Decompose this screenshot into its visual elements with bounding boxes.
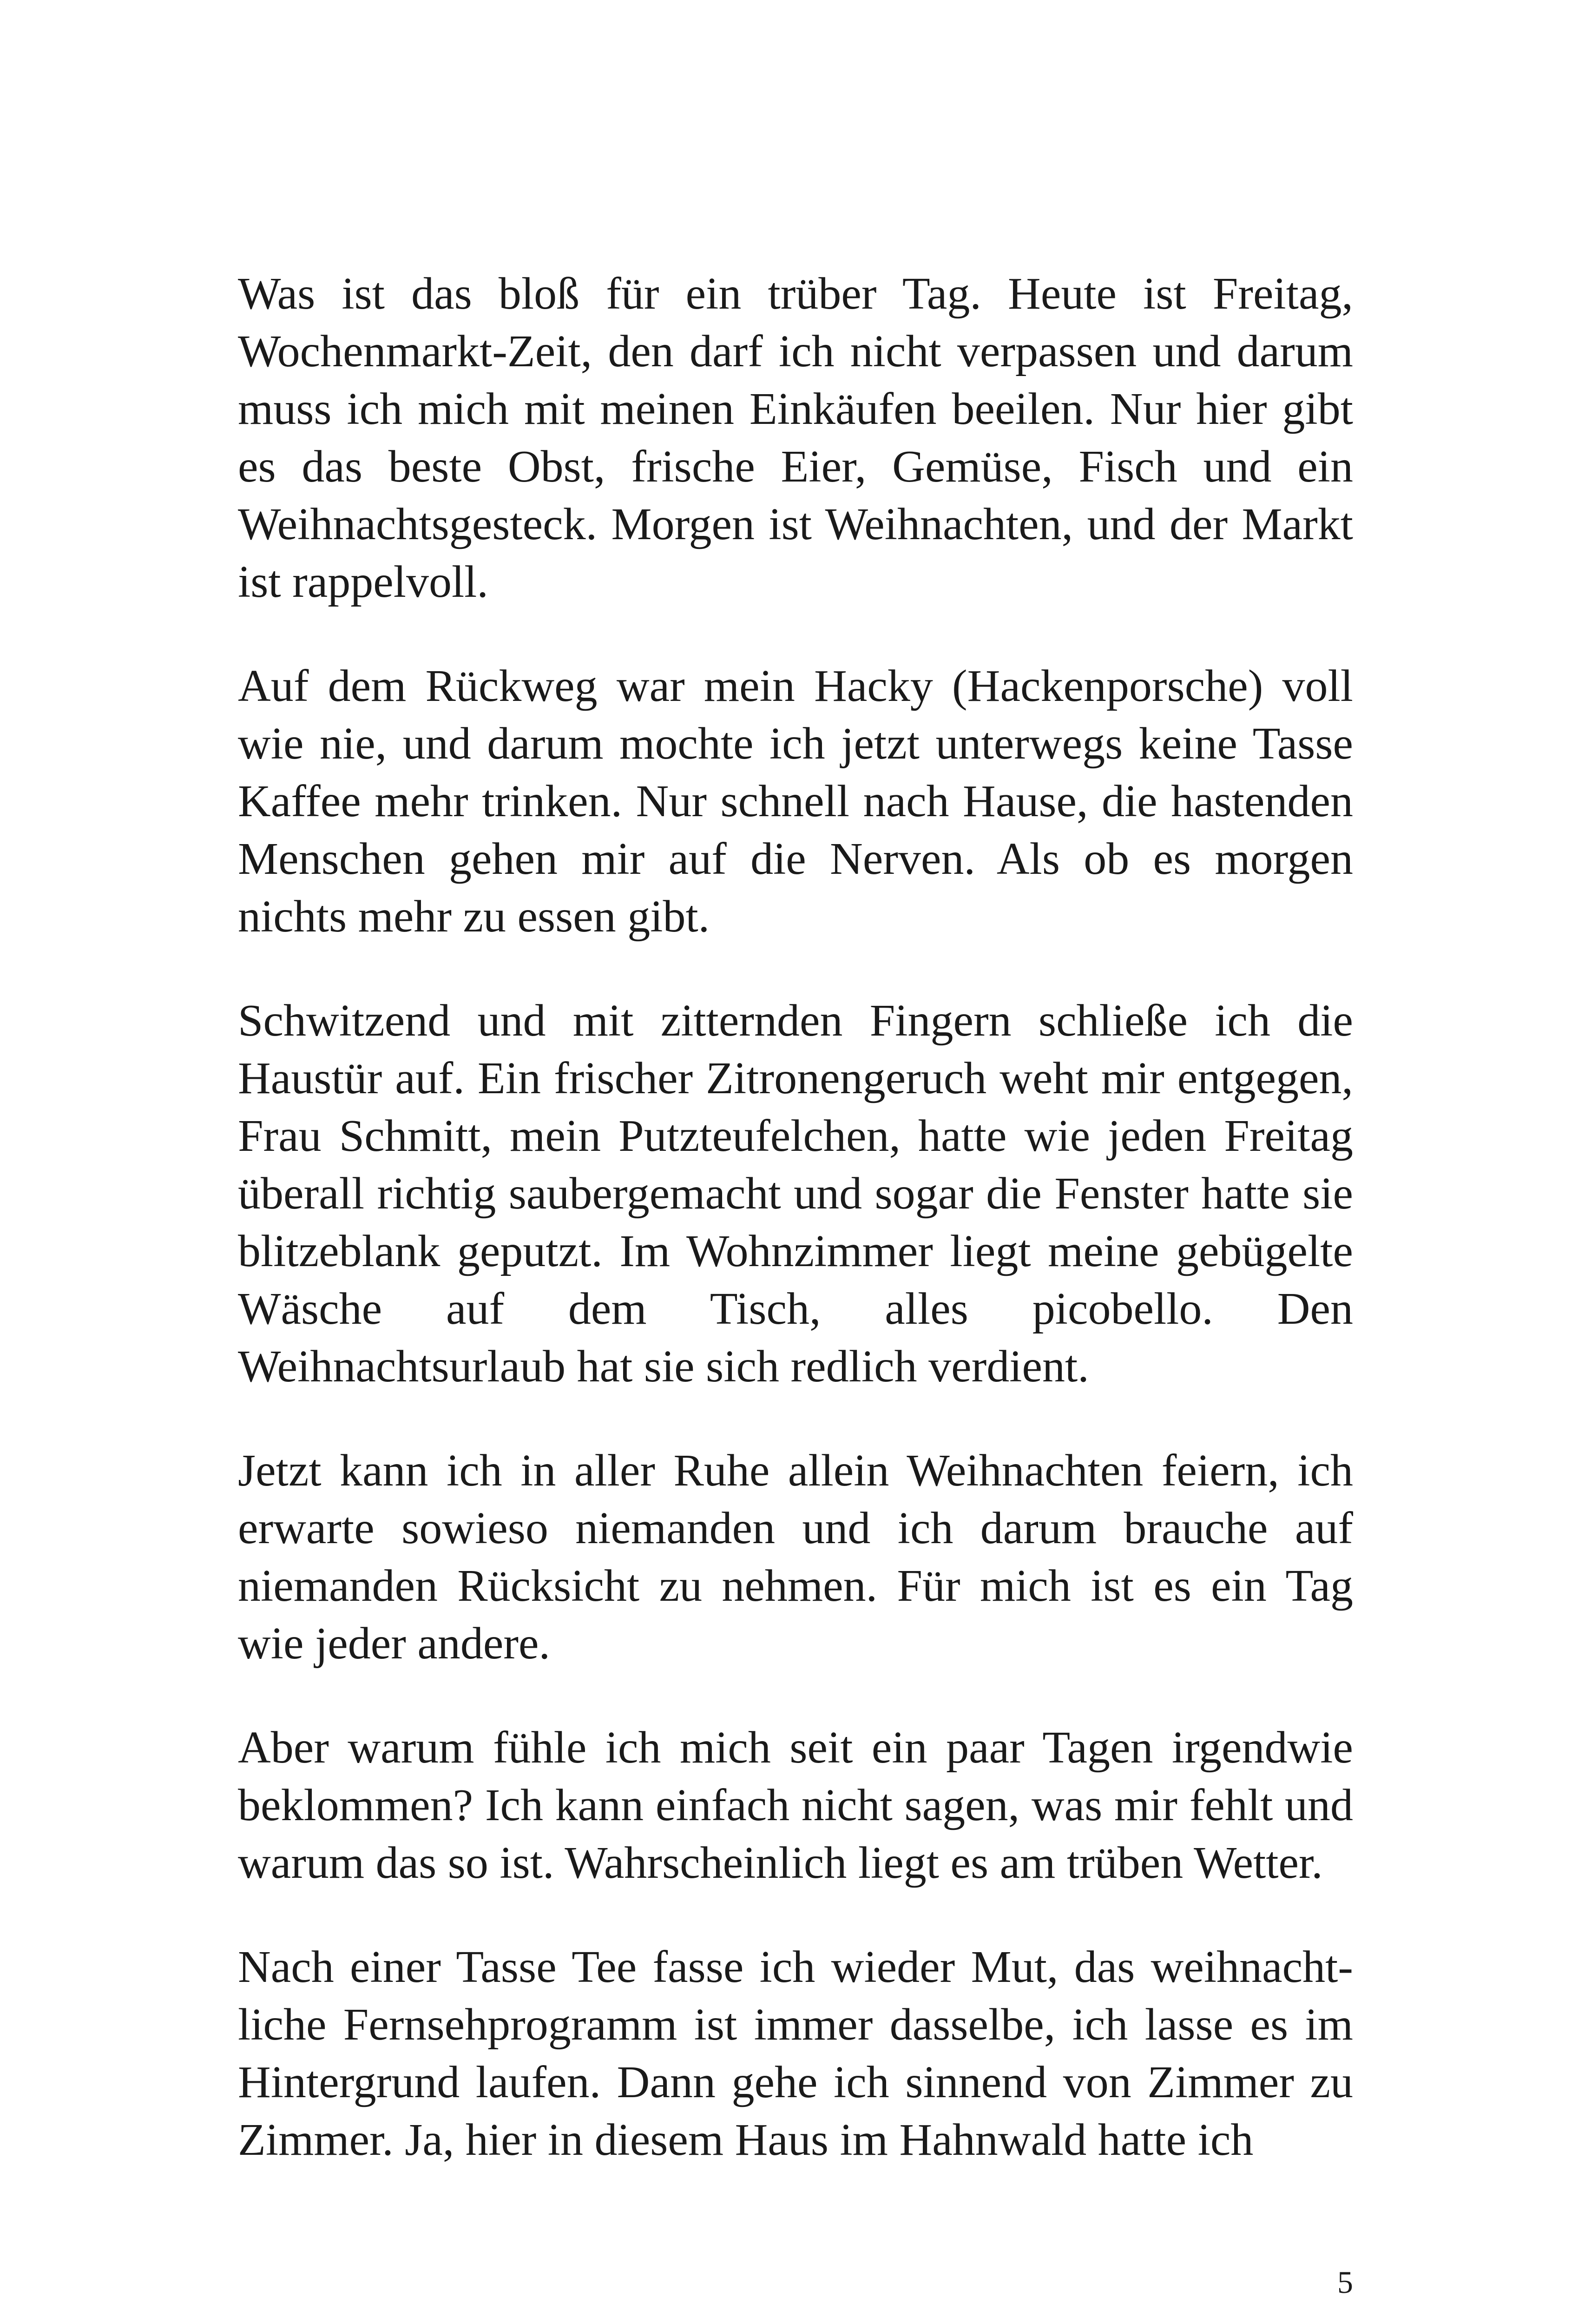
body-text bbox=[238, 265, 1353, 2169]
paragraph-1: Was ist das bloß für ein trüber Tag. Heute ist Freitag, Wochenmarkt-Zeit, den darf ich nicht verpassen und darum muss ich mich mit meinen Einkäufen beeilen. Nur hier gibt es das beste Obst, frische Eier, Gemüse, Fisch und ein Weihnachtsgesteck. Morgen ist Weihnachten, und der Markt ist rappelvoll. bbox=[238, 269, 1353, 607]
page-number: 5 bbox=[1337, 2265, 1353, 2300]
paragraph-2: Auf dem Rückweg war mein Hacky (Hackenporsche) voll wie nie, und darum mochte ich jetzt unterwegs keine Tasse Kaffee mehr trinken. Nur schnell nach Hause, die hastenden Menschen gehen mir auf die Nerven. Als ob es morgen nichts mehr zu essen gibt. bbox=[238, 661, 1353, 942]
paragraph-3: Schwitzend und mit zitternden Fingern schließe ich die Haustür auf. Ein frischer Zitronengeruch weht mir entgegen, Frau Schmitt, mein Putzteufelchen, hatte wie jeden Freitag überall richtig saubergemacht und sogar die Fenster hatte sie blitzeblank geputzt. Im Wohnzimmer liegt meine gebügelte Wäsche auf dem Tisch, alles picobello. Den Weihnachtsurlaub hat sie sich redlich verdient. bbox=[238, 996, 1353, 1392]
paragraph-6: Nach einer Tasse Tee fasse ich wieder Mut, das weihnachtliche Fernsehprogramm ist immer dasselbe, ich lasse es im Hintergrund laufen. Dann gehe ich sinnend von Zimmer zu Zimmer. Ja, hier in diesem Haus im Hahnwald hatte ich bbox=[238, 1942, 1353, 2165]
paragraph-4: Jetzt kann ich in aller Ruhe allein Weihnachten feiern, ich erwarte sowieso niemanden und ich darum brauche auf niemanden Rücksicht zu nehmen. Für mich ist es ein Tag wie jeder andere. bbox=[238, 1446, 1353, 1669]
paragraph-5: Aber warum fühle ich mich seit ein paar Tagen irgendwie beklommen? Ich kann einfach nicht sagen, was mir fehlt und warum das so ist. Wahrscheinlich liegt es am trüben Wetter. bbox=[238, 1723, 1353, 1888]
